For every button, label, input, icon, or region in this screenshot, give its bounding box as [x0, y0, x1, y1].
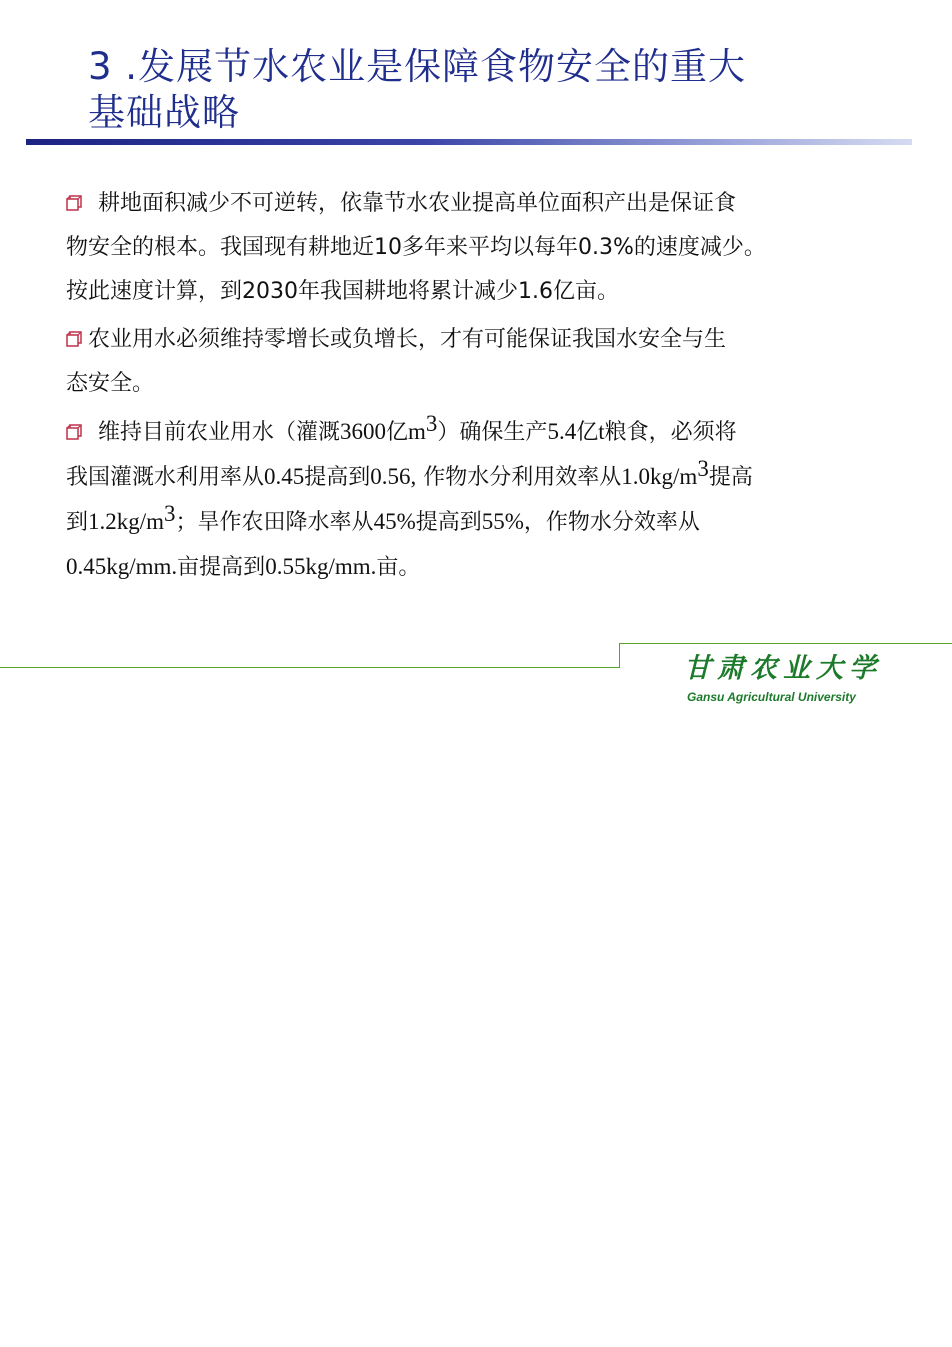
paragraph-1-line-3: 按此速度计算，到2030年我国耕地将累计减少1.6亿亩。 — [66, 279, 619, 304]
text-run: 粮食，必须将 — [604, 420, 737, 445]
text-run: 亩提高到 — [177, 555, 266, 580]
paragraph-2 — [66, 318, 896, 406]
bullet-square-icon — [66, 194, 84, 212]
bullet-square-icon — [66, 330, 84, 348]
number-run: 3600 — [340, 419, 387, 444]
paragraph-3-line-1 — [66, 410, 896, 455]
paragraph-2-text-1: 农业用水必须维持零增长或负增长，才有可能保证我国水安全与生 — [88, 327, 727, 352]
text-run: 亿 — [386, 420, 409, 445]
superscript: 3 — [425, 411, 438, 436]
paragraph-3-line-4 — [66, 545, 896, 590]
number-run: 0.56, — [370, 464, 417, 489]
footer-divider-step — [619, 643, 620, 668]
text-run: 作物水分利用效率从 — [416, 465, 622, 490]
university-logo-chinese: 甘肃农业大学 — [684, 653, 882, 684]
paragraph-3-line-3 — [66, 500, 896, 545]
bullet-square-icon — [66, 423, 84, 441]
paragraph-3-line-2 — [66, 455, 896, 500]
number-run: 1.0kg/m — [621, 464, 698, 489]
title-line-2: 基础战略 — [88, 91, 240, 134]
text-run: 维持目前农业用水（灌溉 — [98, 420, 341, 445]
title-line-1: 3 .发展节水农业是保障食物安全的重大 — [88, 45, 747, 88]
number-run: 0.45 — [264, 464, 305, 489]
page-title — [88, 44, 908, 136]
paragraph-2-line-1 — [66, 318, 896, 362]
text-run: 提高到 — [304, 465, 371, 490]
title-underline — [26, 139, 912, 145]
text-run: ，作物水分效率从 — [523, 510, 700, 535]
paragraph-1-line-1 — [66, 182, 896, 226]
number-run: 0.55kg/mm. — [265, 554, 377, 579]
superscript: 3 — [164, 501, 176, 526]
text-run: 到 — [66, 510, 89, 535]
slide-body — [66, 182, 896, 594]
superscript: 3 — [697, 456, 709, 481]
paragraph-1-line-2: 物安全的根本。我国现有耕地近10多年来平均以每年0.3%的速度减少。 — [66, 235, 766, 260]
number-run: 1.2kg/m — [88, 509, 165, 534]
number-run: 0.45kg/mm. — [66, 554, 178, 579]
paragraph-2-line-2: 态安全。 — [66, 371, 155, 396]
number-run: 55% — [481, 509, 524, 534]
footer-divider-left — [0, 667, 620, 668]
footer-divider-right — [619, 643, 952, 644]
paragraph-1 — [66, 182, 896, 314]
number-run: 5.4 — [547, 419, 577, 444]
text-run: 提高 — [708, 465, 753, 490]
text-run: 亿 — [576, 420, 599, 445]
unit-run: t — [598, 419, 605, 444]
number-run: 45% — [373, 509, 416, 534]
unit-run: m — [408, 419, 426, 444]
text-run: 我国灌溉水利用率从 — [66, 465, 265, 490]
text-run: ）确保生产 — [437, 420, 548, 445]
text-run: 亩。 — [376, 555, 421, 580]
paragraph-1-text-1: 耕地面积减少不可逆转，依靠节水农业提高单位面积产出是保证食 — [98, 191, 737, 216]
text-run: 提高到 — [415, 510, 482, 535]
paragraph-3 — [66, 410, 896, 590]
university-logo-english: Gansu Agricultural University — [687, 690, 856, 704]
text-run: ；旱作农田降水率从 — [175, 510, 374, 535]
